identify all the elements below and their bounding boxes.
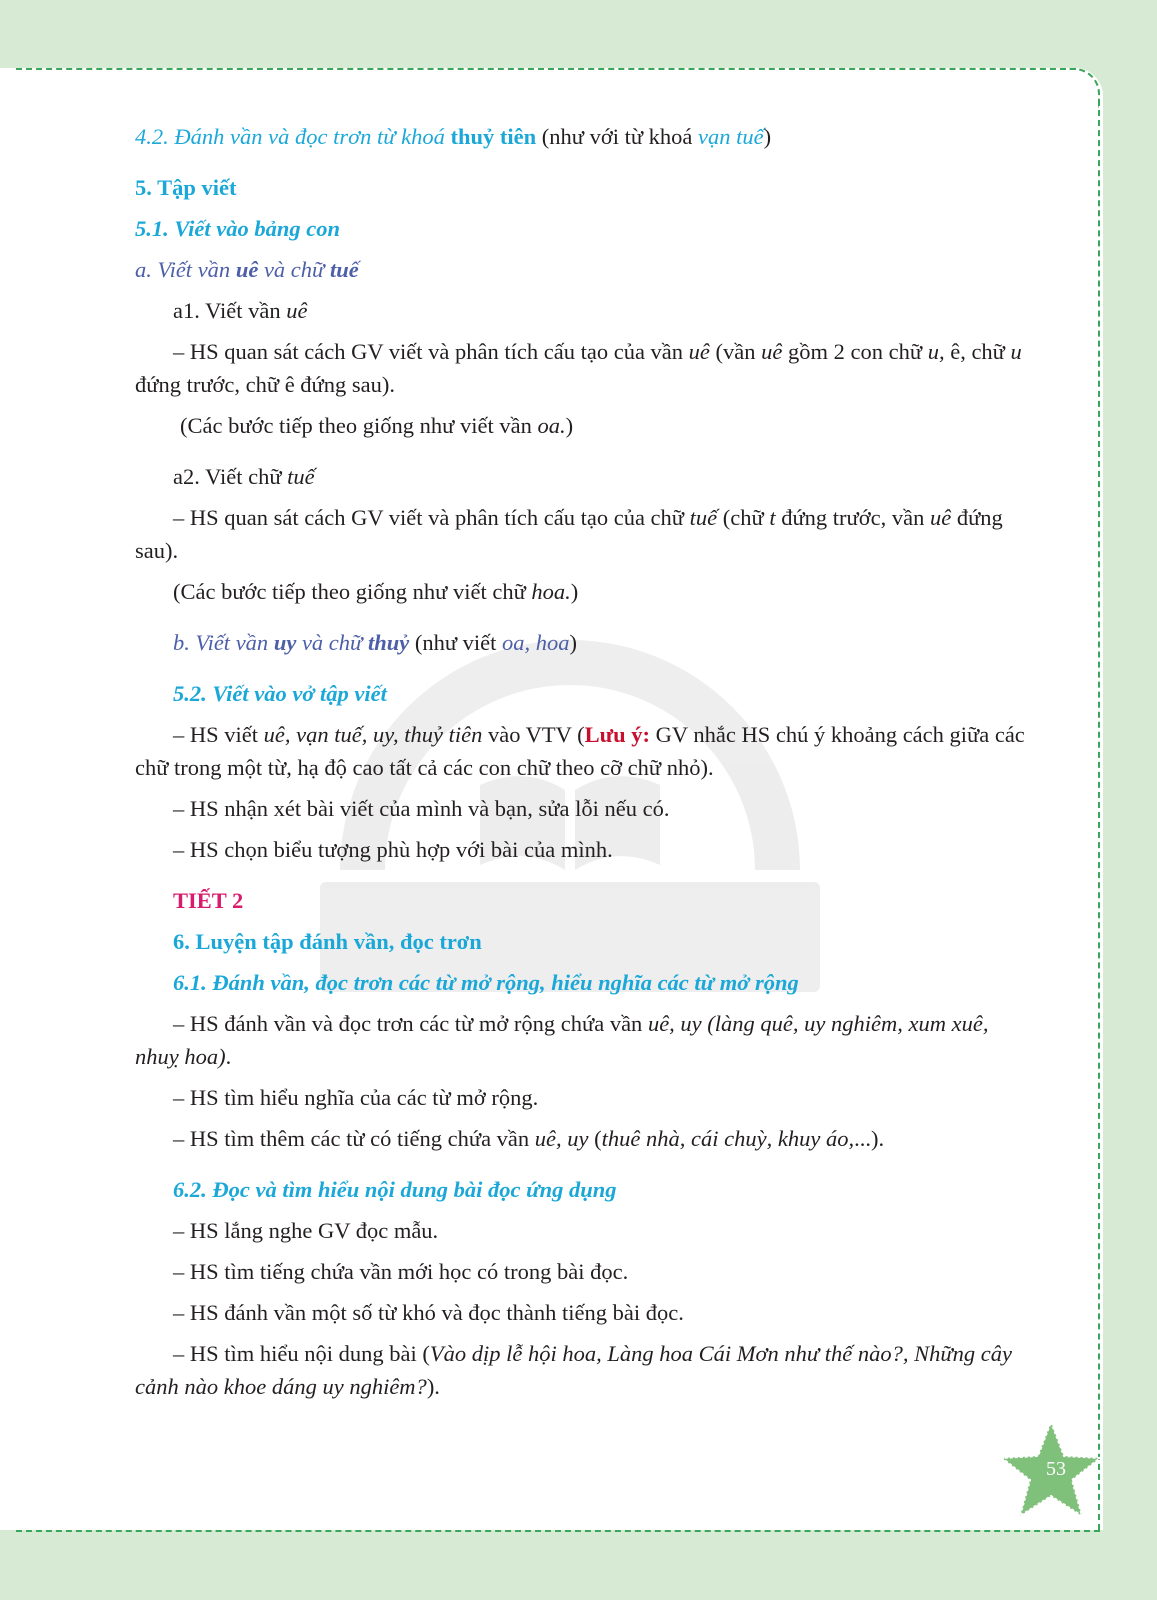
heading-b: [135, 626, 1025, 659]
heading-5-1: 5.1. Viết vào bảng con: [135, 216, 341, 241]
text: uê, uy (làng quê, uy nghiêm, xum xuê, nhuỵ hoa): [135, 1011, 989, 1069]
text: thuê nhà, cái chuỳ, khuy áo,: [601, 1126, 855, 1151]
paragraph-13: – HS đánh vần một số từ khó và đọc thành tiếng bài đọc.: [173, 1300, 684, 1325]
keyword-thuy-tien: thuỷ tiên: [450, 124, 537, 149]
text: ): [569, 630, 578, 655]
page-number: 53: [1046, 1458, 1066, 1480]
heading-4-2: 4.2. Đánh vần và đọc trơn từ khoá: [135, 124, 451, 149]
keyword-ue: uê: [235, 257, 259, 282]
text: (Các bước tiếp theo giống như viết vần: [180, 413, 538, 438]
text: (như viết: [409, 630, 503, 655]
heading-6: 6. Luyện tập đánh vần, đọc trơn: [173, 929, 482, 954]
paragraph-5: [135, 718, 1025, 784]
text: t: [769, 505, 776, 530]
dashed-border-bottom: [16, 1530, 1100, 1532]
text: – HS quan sát cách GV viết và phân tích cấu tạo của chữ: [173, 505, 690, 530]
text: đứng sau).: [135, 505, 1003, 563]
paragraph-3: [135, 501, 1025, 567]
paragraph-7: – HS chọn biểu tượng phù hợp với bài của mình.: [173, 837, 613, 862]
text: ): [565, 413, 574, 438]
heading-6-1: 6.1. Đánh vần, đọc trơn các từ mở rộng, hiểu nghĩa các từ mở rộng: [173, 970, 799, 995]
text: a1. Viết vần: [173, 298, 287, 323]
text: ): [763, 124, 772, 149]
text: uê: [761, 339, 783, 364]
section-4-2: [135, 120, 1025, 153]
text: (Các bước tiếp theo giống như viết chữ: [173, 579, 532, 604]
text: – HS tìm thêm các từ có tiếng chứa vần: [173, 1126, 535, 1151]
keyword-tue: tuế: [329, 257, 359, 282]
heading-a: [135, 253, 1025, 286]
text: uê, vạn tuế, uy, thuỷ tiên: [263, 722, 483, 747]
text: hoa.: [531, 579, 571, 604]
text: tuế: [689, 505, 718, 530]
text: a2. Viết chữ: [173, 464, 288, 489]
paragraph-8: [135, 1007, 1025, 1073]
keyword-thuy: thuỷ: [367, 630, 410, 655]
paragraph-9: – HS tìm hiểu nghĩa của các từ mở rộng.: [173, 1085, 539, 1110]
keyword-uy: uy: [273, 630, 297, 655]
text: uê, uy: [534, 1126, 589, 1151]
page-content: [135, 120, 1025, 1411]
text: và chữ: [296, 630, 368, 655]
text: – HS đánh vần và đọc trơn các từ mở rộng chứa vần: [173, 1011, 648, 1036]
heading-a1: [135, 294, 1025, 327]
text: .: [225, 1044, 232, 1069]
text: ê, chữ: [944, 339, 1011, 364]
text: – HS viết: [173, 722, 264, 747]
paragraph-11: – HS lắng nghe GV đọc mẫu.: [173, 1218, 439, 1243]
heading-5: 5. Tập viết: [135, 175, 237, 200]
paragraph-2: [135, 409, 1025, 442]
heading-6-2: 6.2. Đọc và tìm hiểu nội dung bài đọc ứng dụng: [173, 1177, 617, 1202]
keyword-van-tue: vạn tuế: [698, 124, 764, 149]
text: oa, hoa: [502, 630, 570, 655]
text: – HS tìm hiểu nội dung bài (: [173, 1341, 430, 1366]
text: (vần: [709, 339, 762, 364]
text: b. Viết vần: [173, 630, 274, 655]
paragraph-6: – HS nhận xét bài viết của mình và bạn, sửa lỗi nếu có.: [173, 796, 670, 821]
text: ): [570, 579, 579, 604]
text: ).: [426, 1374, 440, 1399]
text: oa.: [537, 413, 566, 438]
text: đứng trước, chữ ê đứng sau).: [135, 372, 395, 397]
text: Vào dịp lễ hội hoa, Làng hoa Cái Mơn như thế nào?, Những cây cảnh nào khoe dáng uy nghiêm?: [135, 1341, 1013, 1399]
text: uê: [929, 505, 952, 530]
text: (như với từ khoá: [536, 124, 699, 149]
text: a. Viết vần: [135, 257, 236, 282]
text: GV nhắc HS chú ý khoảng cách giữa các chữ trong một từ, hạ độ cao tất cả các con chữ theo cỡ chữ nhỏ).: [135, 722, 1025, 780]
text: u: [1010, 339, 1022, 364]
dashed-border-top: [16, 68, 1076, 70]
text: và chữ: [258, 257, 330, 282]
paragraph-14: [135, 1337, 1025, 1403]
text: uê: [688, 339, 710, 364]
paragraph-12: – HS tìm tiếng chứa vần mới học có trong bài đọc.: [173, 1259, 629, 1284]
text: đứng trước, vần: [775, 505, 930, 530]
lesson-period-heading: TIẾT 2: [173, 888, 244, 913]
text: (chữ: [717, 505, 770, 530]
note-label: Lưu ý:: [584, 722, 651, 747]
text: uê: [286, 298, 308, 323]
text: – HS quan sát cách GV viết và phân tích cấu tạo của vần: [173, 339, 689, 364]
text: tuế: [287, 464, 315, 489]
heading-a2: [135, 460, 1025, 493]
paragraph-1: [135, 335, 1025, 401]
text: ...).: [854, 1126, 885, 1151]
text: gồm 2 con chữ: [782, 339, 928, 364]
text: vào VTV (: [482, 722, 585, 747]
text: (: [588, 1126, 602, 1151]
paragraph-4: [135, 575, 1025, 608]
dashed-border-right: [1098, 100, 1100, 1530]
dashed-border-corner: [1060, 68, 1100, 108]
text: u,: [927, 339, 945, 364]
heading-5-2: 5.2. Viết vào vở tập viết: [173, 681, 387, 706]
paragraph-10: [135, 1122, 1025, 1155]
